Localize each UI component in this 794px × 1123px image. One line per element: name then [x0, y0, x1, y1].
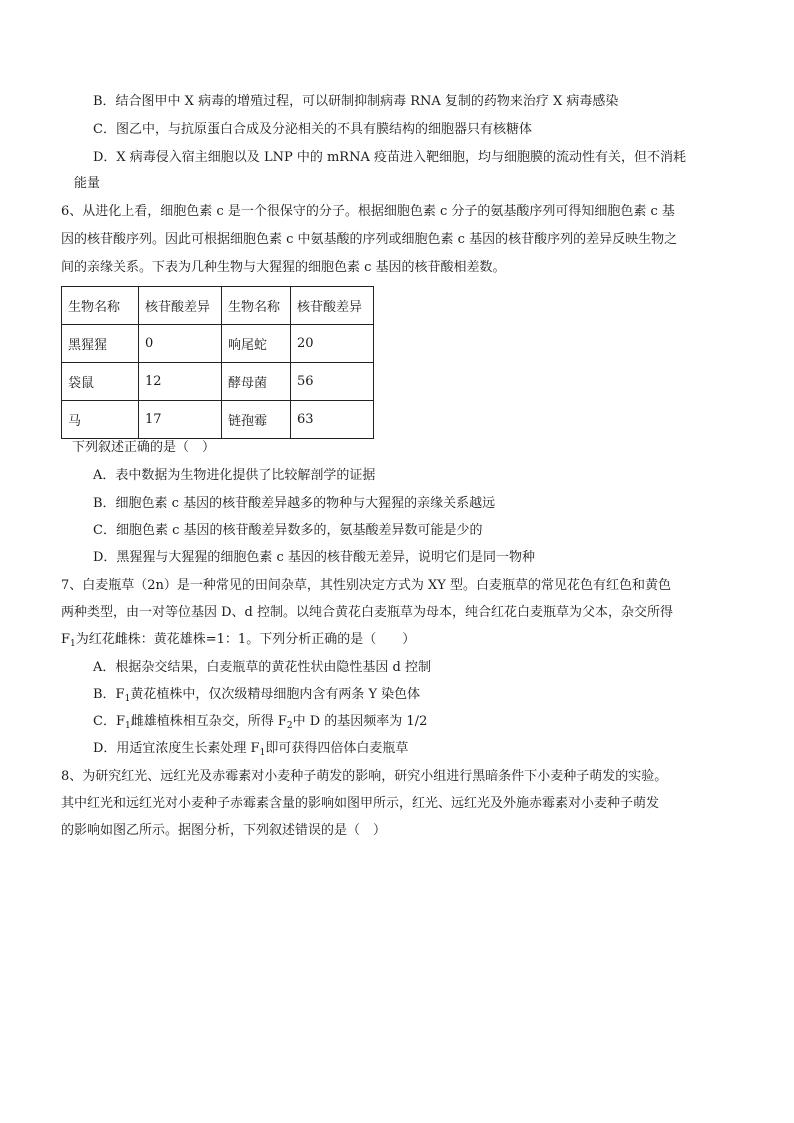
table-cell: 20 [291, 325, 374, 363]
table-header-cell: 生物名称 [62, 287, 139, 325]
q8-stem-line3: 的影响如图乙所示。据图分析，下列叙述错误的是（ ） [61, 823, 387, 838]
text-segment: 雌雄植株相互杂交，所得 F [130, 714, 287, 729]
table-cell: 17 [139, 401, 222, 439]
q6-option-a: A．表中数据为生物进化提供了比较解剖学的证据 [93, 468, 376, 483]
table-header-cell: 核苷酸差异 [139, 287, 222, 325]
q5-option-b: B．结合图甲中 X 病毒的增殖过程，可以研制抑制病毒 RNA 复制的药物来治疗 X 病毒感染 [93, 94, 619, 109]
subscript: 1 [124, 721, 131, 731]
q6-option-c: C．细胞色素 c 基因的核苷酸差异数多的，氨基酸差异数可能是少的 [93, 523, 483, 538]
text-segment: 黄花植株中，仅次级精母细胞内含有两条 Y 染色体 [130, 687, 421, 702]
subscript: 1 [124, 694, 131, 704]
q7-option-b [93, 685, 420, 706]
text-segment: C．F [93, 714, 125, 729]
text-segment: 即可获得四倍体白麦瓶草 [265, 741, 409, 756]
text-segment: 中 D 的基因频率为 1/2 [292, 714, 428, 729]
q7-option-d [93, 739, 408, 760]
q7-stem-line1: 7、白麦瓶草（2n）是一种常见的田间杂草，其性别决定方式为 XY 型。白麦瓶草的常见花色有红色和黄色 [61, 578, 672, 593]
table-cell: 酵母菌 [222, 363, 291, 401]
table-row [62, 363, 374, 401]
subscript: 2 [286, 721, 293, 731]
q6-option-b: B．细胞色素 c 基因的核苷酸差异越多的物种与大猩猩的亲缘关系越远 [93, 496, 496, 511]
table-header-cell: 核苷酸差异 [291, 287, 374, 325]
table-row [62, 325, 374, 363]
table-cell: 12 [139, 363, 222, 401]
table-cell: 袋鼠 [62, 363, 139, 401]
table-cell: 响尾蛇 [222, 325, 291, 363]
table-cell: 0 [139, 325, 222, 363]
text-segment: 为红花雌株：黄花雄株=1：1。下列分析正确的是（ ） [75, 632, 416, 647]
table-cell: 63 [291, 401, 374, 439]
q6-stem-line2: 因的核苷酸序列。因此可根据细胞色素 c 中氨基酸的序列或细胞色素 c 基因的核苷酸序列的差异反映生物之 [61, 232, 678, 247]
q5-option-d-cont: 能量 [74, 176, 101, 191]
q6-stem-line1: 6、从进化上看，细胞色素 c 是一个很保守的分子。根据细胞色素 c 分子的氨基酸序列可得知细胞色素 c 基 [61, 204, 675, 219]
q7-option-a: A．根据杂交结果，白麦瓶草的黄花性状由隐性基因 d 控制 [93, 660, 431, 675]
text-segment: B．F [93, 687, 125, 702]
q8-stem-line1: 8、为研究红光、远红光及赤霉素对小麦种子萌发的影响，研究小组进行黑暗条件下小麦种子萌发的实验。 [61, 769, 668, 784]
q6-question: 下列叙述正确的是（ ） [72, 440, 216, 455]
subscript: 1 [259, 748, 266, 758]
q5-option-d: D．X 病毒侵入宿主细胞以及 LNP 中的 mRNA 疫苗进入靶细胞，均与细胞膜的流动性有关，但不消耗 [93, 150, 686, 165]
nucleotide-difference-table [61, 286, 374, 439]
q6-option-d: D．黑猩猩与大猩猩的细胞色素 c 基因的核苷酸无差异，说明它们是同一物种 [93, 550, 535, 565]
q7-option-c [93, 712, 427, 733]
q7-stem-line3 [61, 630, 415, 651]
table-cell: 56 [291, 363, 374, 401]
text-segment: F [61, 632, 71, 647]
q8-stem-line2: 其中红光和远红光对小麦种子赤霉素含量的影响如图甲所示，红光、远红光及外施赤霉素对小麦种子萌发 [61, 796, 660, 811]
text-segment: D．用适宜浓度生长素处理 F [93, 741, 260, 756]
subscript: 1 [70, 639, 76, 649]
table-cell: 马 [62, 401, 139, 439]
table-header-row [62, 287, 374, 325]
table-cell: 链孢霉 [222, 401, 291, 439]
q7-stem-line2: 两种类型，由一对等位基因 D、d 控制。以纯合黄花白麦瓶草为母本，纯合红花白麦瓶草为父本，杂交所得 [61, 605, 674, 620]
table-header-cell: 生物名称 [222, 287, 291, 325]
q6-stem-line3: 间的亲缘关系。下表为几种生物与大猩猩的细胞色素 c 基因的核苷酸相差数。 [61, 260, 506, 275]
table-cell: 黑猩猩 [62, 325, 139, 363]
q5-option-c: C．图乙中，与抗原蛋白合成及分泌相关的不具有膜结构的细胞器只有核糖体 [93, 122, 532, 137]
table-row [62, 401, 374, 439]
